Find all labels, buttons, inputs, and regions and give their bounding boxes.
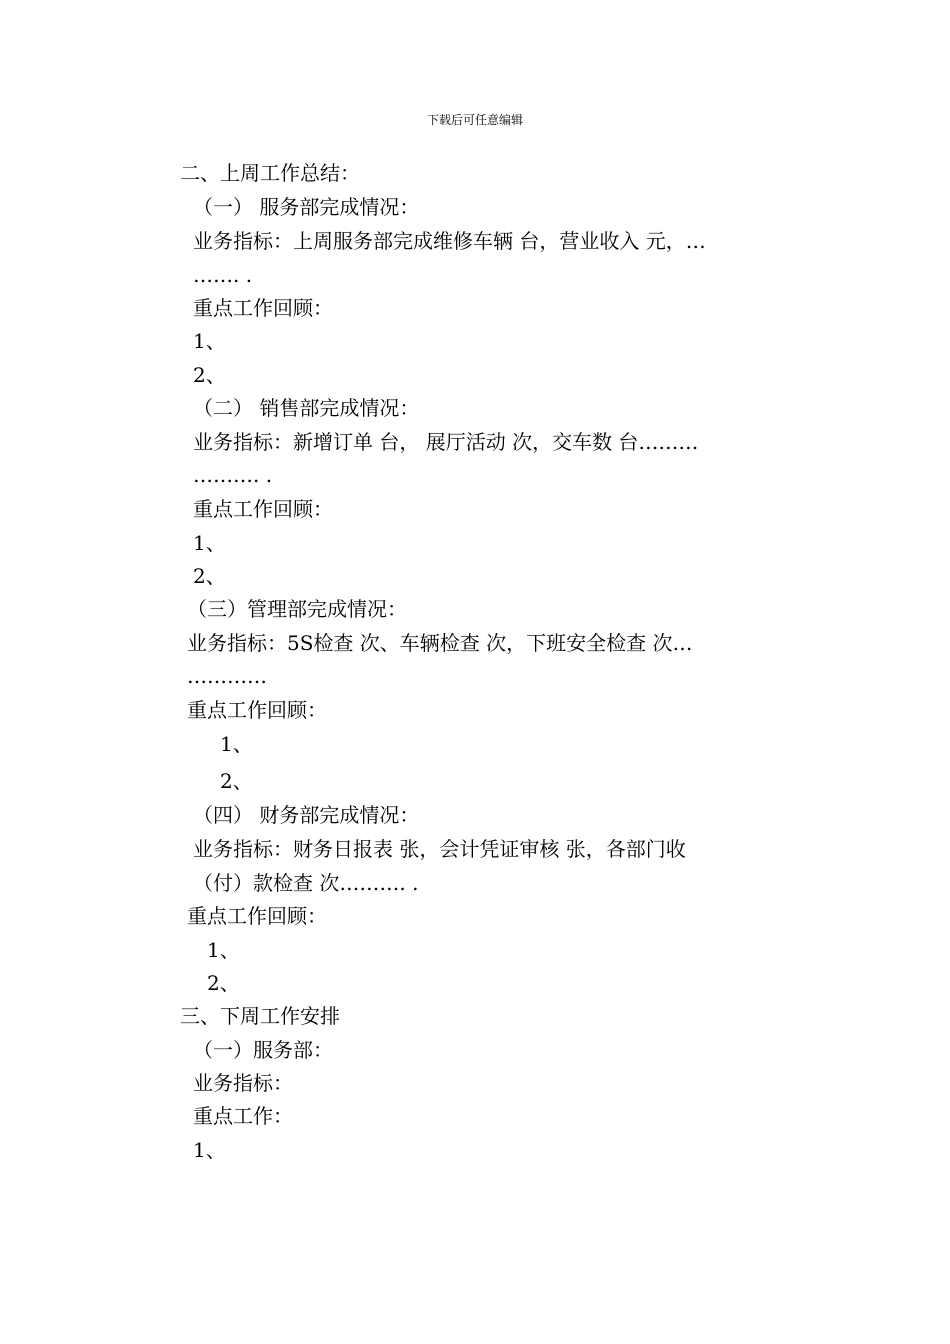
- subsection-finance: （四） 财务部完成情况：: [193, 803, 420, 827]
- subsection-management: （三）管理部完成情况：: [187, 597, 407, 621]
- page-header: 下载后可任意编辑: [426, 113, 523, 127]
- management-review-label: 重点工作回顾：: [187, 698, 327, 722]
- management-kpi-line2: …………: [187, 664, 267, 688]
- section-title-last-week: 二、上周工作总结：: [180, 161, 360, 185]
- finance-item-2: 2、: [207, 971, 240, 995]
- finance-item-1: 1、: [207, 938, 240, 962]
- management-kpi-line1: 业务指标：5S检查 次、车辆检查 次，下班安全检查 次…: [187, 631, 693, 655]
- next-service-item-1: 1、: [193, 1138, 226, 1162]
- next-service-focus-label: 重点工作：: [193, 1104, 293, 1128]
- service-kpi-line2: ……. .: [193, 263, 253, 287]
- service-item-1: 1、: [193, 329, 226, 353]
- sales-kpi-line1: 业务指标：新增订单 台， 展厅活动 次，交车数 台………: [193, 430, 699, 454]
- service-kpi-line1: 业务指标：上周服务部完成维修车辆 台，营业收入 元，…: [193, 229, 706, 253]
- sales-item-2: 2、: [193, 564, 226, 588]
- subsection-sales: （二） 销售部完成情况：: [193, 396, 420, 420]
- management-item-2: 2、: [220, 769, 253, 793]
- management-item-1: 1、: [220, 732, 253, 756]
- next-subsection-service: （一）服务部：: [193, 1038, 333, 1062]
- sales-item-1: 1、: [193, 531, 226, 555]
- finance-kpi-line2: （付）款检查 次………. .: [193, 871, 419, 895]
- next-service-kpi-label: 业务指标：: [193, 1071, 293, 1095]
- subsection-service: （一） 服务部完成情况：: [193, 195, 420, 219]
- sales-kpi-line2: ………. .: [193, 463, 273, 487]
- sales-review-label: 重点工作回顾：: [193, 497, 333, 521]
- finance-review-label: 重点工作回顾：: [187, 904, 327, 928]
- section-title-next-week: 三、下周工作安排: [180, 1004, 340, 1028]
- service-item-2: 2、: [193, 363, 226, 387]
- service-review-label: 重点工作回顾：: [193, 296, 333, 320]
- finance-kpi-line1: 业务指标：财务日报表 张，会计凭证审核 张，各部门收: [193, 837, 686, 861]
